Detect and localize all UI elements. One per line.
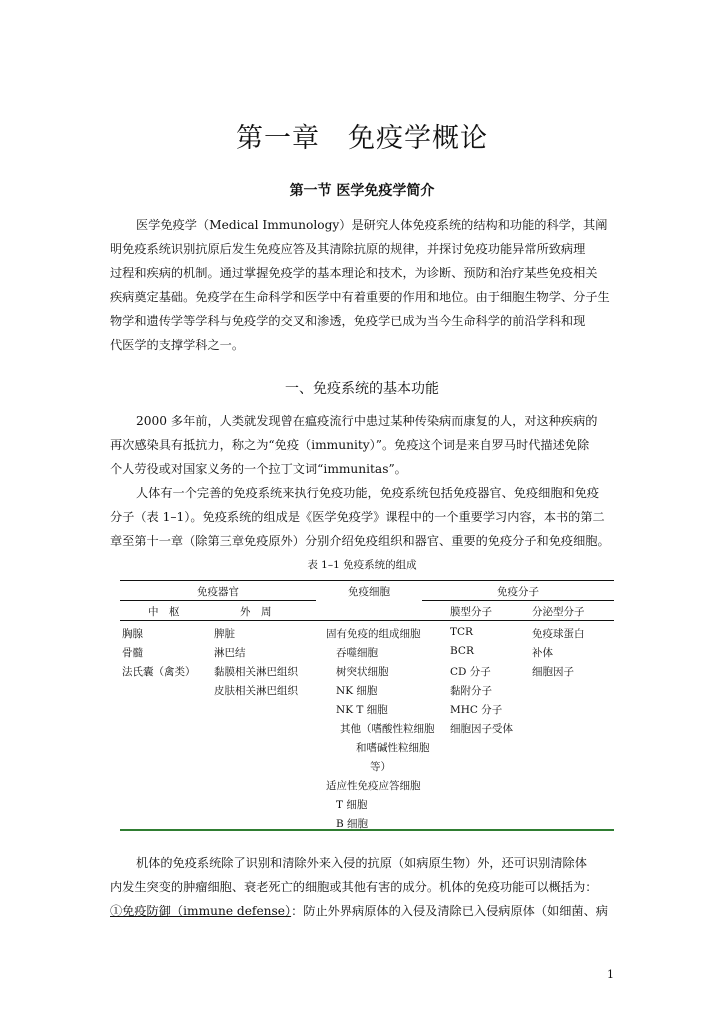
subheader-rule [120,620,614,621]
immune-cell: B 细胞 [336,818,369,830]
section-title: 第一节 医学免疫学简介 [289,183,435,199]
secreted-molecule: 细胞因子 [532,666,574,678]
membrane-molecule: 细胞因子受体 [450,723,513,735]
paragraph-line: 内发生突变的肿瘤细胞、衰老死亡的细胞或其他有害的成分。机体的免疫功能可以概括为： [110,880,598,894]
membrane-molecule: 黏附分子 [450,685,492,697]
paragraph-line: 明免疫系统识别抗原后发生免疫应答及其清除抗原的规律，并探讨免疫功能异常所致病理 [110,242,586,256]
immune-cell: 其他（嗜酸性粒细胞 [340,723,435,735]
chapter-title: 第一章 免疫学概论 [236,123,488,154]
paragraph-line: 2000 多年前，人类就发现曾在瘟疫流行中患过某种传染病而康复的人，对这种疾病的 [136,414,598,428]
central-organ: 胸腺 [122,628,143,640]
peripheral-organ: 皮肤相关淋巴组织 [214,685,298,697]
paragraph-line: 再次感染具有抵抗力，称之为“免疫（immunity）”。免疫这个词是来自罗马时代描述免除 [110,438,590,452]
paragraph-line: 过程和疾病的机制。通过掌握免疫学的基本理论和技术，为诊断、预防和治疗某些免疫相关 [110,266,598,280]
membrane-molecule: MHC 分子 [450,704,503,716]
membrane-molecule: CD 分子 [450,666,491,678]
membrane-molecule: BCR [450,645,474,657]
immune-cell: 和嗜碱性粒细胞 [356,742,430,754]
peripheral-organ: 淋巴结 [214,647,246,659]
secreted-molecule: 免疫球蛋白 [532,628,585,640]
central-subheader: 中 枢 [148,606,180,618]
organs-header: 免疫器官 [197,586,239,598]
immune-cell: NK T 细胞 [336,704,388,716]
organs-header-rule [120,600,316,601]
immune-cell: 等） [370,761,391,773]
paragraph-line: 分子（表 1–1）。免疫系统的组成是《医学免疫学》课程中的一个重要学习内容，本书的第二 [110,510,605,524]
immune-cell: NK 细胞 [336,685,378,697]
paragraph-line: 个人劳役或对国家义务的一个拉丁文词“immunitas”。 [110,462,407,476]
subsection-title: 一、免疫系统的基本功能 [285,381,439,397]
molecules-header-rule [422,600,614,601]
secreted-subheader: 分泌型分子 [532,606,585,618]
membrane-molecule: TCR [450,626,473,638]
immune-cell: 树突状细胞 [336,666,389,678]
paragraph-line: 医学免疫学（Medical Immunology）是研究人体免疫系统的结构和功能的科学，其阐 [136,218,608,232]
membrane-subheader: 膜型分子 [450,606,492,618]
paragraph-line: 疾病奠定基础。免疫学在生命科学和医学中有着重要的作用和地位。由于细胞生物学、分子生 [110,290,610,304]
paragraph-line: 物学和遗传学等学科与免疫学的交叉和渗透，免疫学已成为当今生命科学的前沿学科和现 [110,314,586,328]
molecules-header: 免疫分子 [497,586,539,598]
immune-system-table [120,580,614,832]
peripheral-subheader: 外 周 [240,606,272,618]
peripheral-organ: 黏膜相关淋巴组织 [214,666,298,678]
paragraph-line: 代医学的支撑学科之一。 [110,338,245,352]
immune-cell: T 细胞 [336,799,368,811]
central-organ: 骨髓 [122,647,143,659]
immune-cell: 吞噬细胞 [336,647,378,659]
paragraph-line: 人体有一个完善的免疫系统来执行免疫功能，免疫系统包括免疫器官、免疫细胞和免疫 [136,486,600,500]
paragraph-line: 章至第十一章（除第三章免疫原外）分别介绍免疫组织和器官、重要的免疫分子和免疫细胞。 [110,534,610,548]
table-caption: 表 1–1 免疫系统的组成 [307,559,417,571]
table-top-rule [120,580,614,581]
immune-cell: 固有免疫的组成细胞 [326,628,421,640]
peripheral-organ: 脾脏 [214,628,235,640]
paragraph-line: 机体的免疫系统除了识别和清除外来入侵的抗原（如病原生物）外，还可识别清除体 [136,856,587,870]
page-number: 1 [607,968,614,981]
secreted-molecule: 补体 [532,647,553,659]
paragraph-line [110,902,608,926]
cells-header: 免疫细胞 [348,586,390,598]
immune-defense-text: ：防止外界病原体的入侵及清除已入侵病原体（如细菌、病 [291,904,608,918]
central-organ: 法氏囊（禽类） [122,666,196,678]
immune-cell: 适应性免疫应答细胞 [326,780,421,792]
immune-defense-term: ①免疫防御（immune defense） [110,904,292,918]
